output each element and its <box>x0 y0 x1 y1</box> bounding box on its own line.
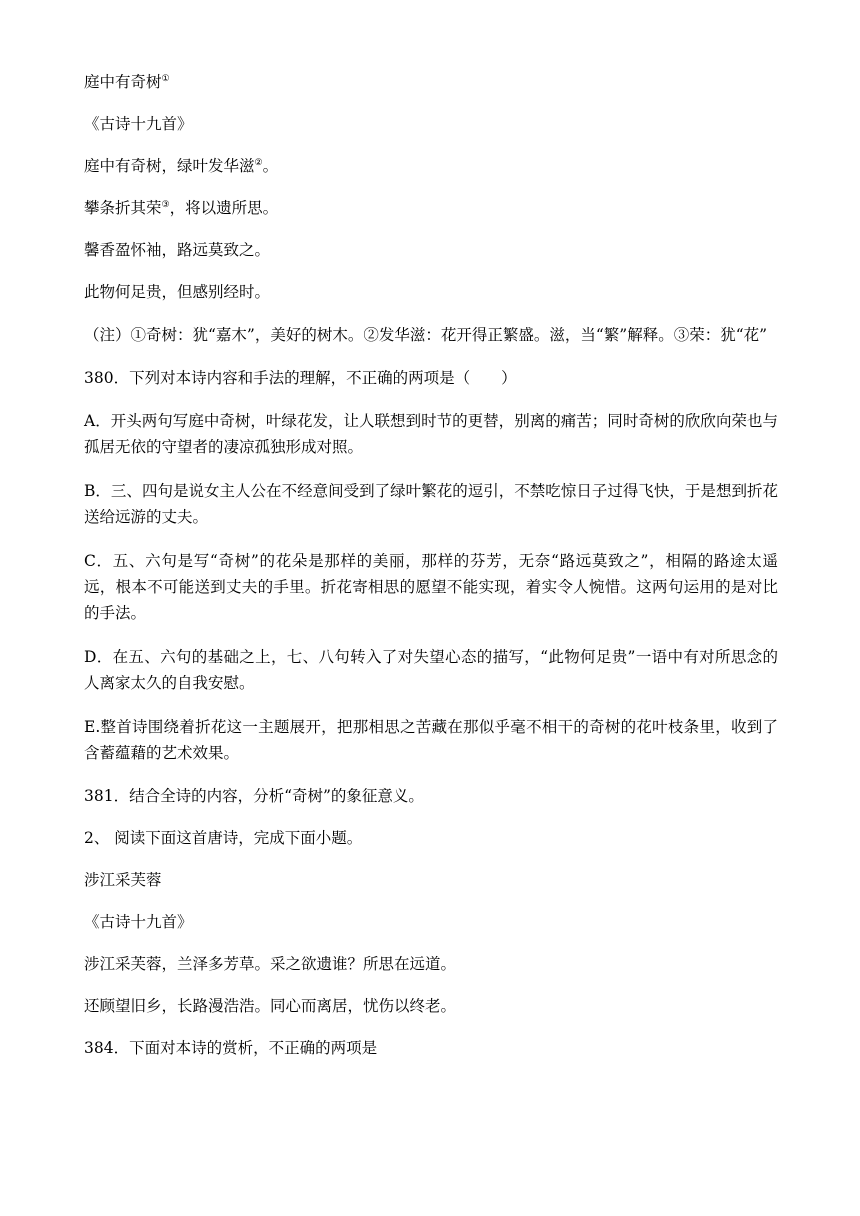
poem1-source: 《古诗十九首》 <box>84 115 193 133</box>
poem2-source: 《古诗十九首》 <box>84 913 193 931</box>
question-380-stem: 380．下列对本诗内容和手法的理解，不正确的两项是（ ） <box>84 369 517 387</box>
question-380-option-a: A．开头两句写庭中奇树，叶绿花发，让人联想到时节的更替，别离的痛苦；同时奇树的欣欣向荣也与孤居无依的守望者的凄凉孤独形成对照。 <box>84 412 778 456</box>
footnote-marker: ① <box>161 73 170 84</box>
footnote-marker: ② <box>254 157 263 168</box>
question-380-option-c: C．五、六句是写“奇树”的花朵是那样的美丽，那样的芬芳，无奈“路远莫致之”，相隔的路途太遥远，根本不可能送到丈夫的手里。折花寄相思的愿望不能实现，着实令人惋惜。这两句运用的是对比的手法。 <box>84 552 778 622</box>
document-page <box>84 70 778 1078</box>
poem1-line: 此物何足贵，但感别经时。 <box>84 283 271 301</box>
footnote-marker: ③ <box>161 199 170 210</box>
question-380-option-d: D．在五、六句的基础之上，七、八句转入了对失望心态的描写，“此物何足贵”一语中有对所思念的人离家太久的自我安慰。 <box>84 648 778 692</box>
section-2-heading: 2、 阅读下面这首唐诗，完成下面小题。 <box>84 829 363 847</box>
poem2-title: 涉江采芙蓉 <box>84 871 162 889</box>
poem1-annotation: （注）①奇树：犹“嘉木”，美好的树木。②发华滋：花开得正繁盛。滋，当“繁”解释。③荣：犹“花” <box>84 326 768 344</box>
question-380-option-b: B．三、四句是说女主人公在不经意间受到了绿叶繁花的逗引，不禁吃惊日子过得飞快，于是想到折花送给远游的丈夫。 <box>84 482 778 526</box>
poem1-title: 庭中有奇树① <box>84 73 170 91</box>
poem1-line: 攀条折其荣③，将以遗所思。 <box>84 199 279 217</box>
question-384: 384．下面对本诗的赏析，不正确的两项是 <box>84 1039 378 1057</box>
poem2-line: 涉江采芙蓉，兰泽多芳草。采之欲遗谁？所思在远道。 <box>84 955 457 973</box>
question-380-option-e: E.整首诗围绕着折花这一主题展开，把那相思之苦藏在那似乎毫不相干的奇树的花叶枝条里，收到了含蓄蕴藉的艺术效果。 <box>84 718 778 762</box>
poem2-line: 还顾望旧乡，长路漫浩浩。同心而离居，忧伤以终老。 <box>84 997 457 1015</box>
poem1-line: 馨香盈怀袖，路远莫致之。 <box>84 241 271 259</box>
poem1-line: 庭中有奇树，绿叶发华滋②。 <box>84 157 279 175</box>
question-381: 381．结合全诗的内容，分析“奇树”的象征意义。 <box>84 787 424 805</box>
